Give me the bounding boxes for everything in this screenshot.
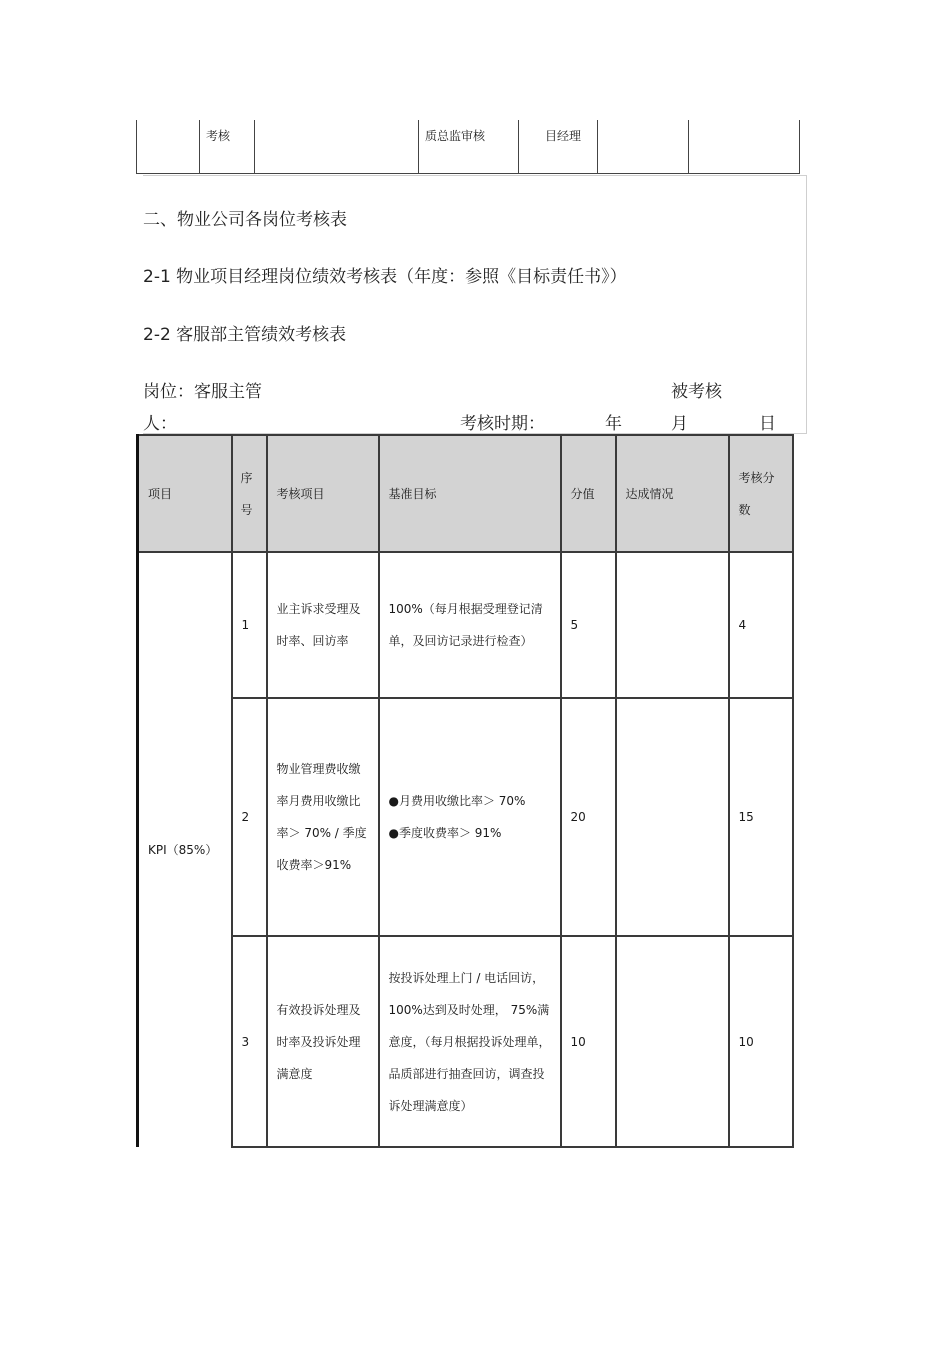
row-seq: 3: [232, 936, 267, 1147]
top-cell-0: [137, 120, 200, 173]
table-row: [138, 936, 793, 1147]
top-cell-2: [255, 120, 419, 173]
top-cell-3: 质总监审核: [419, 120, 519, 173]
header-project: 项目: [138, 435, 232, 552]
row-item: 有效投诉处理及时率及投诉处理满意度: [267, 936, 379, 1147]
row-achievement: [616, 698, 729, 936]
header-seq-a: 序: [240, 470, 253, 485]
header-achievement: 达成情况: [616, 435, 729, 552]
period-day: 日: [759, 414, 776, 434]
row-points: 5: [561, 552, 616, 698]
top-cell-6: [689, 120, 800, 173]
row-target: [379, 698, 561, 936]
row-points: 20: [561, 698, 616, 936]
header-score: [729, 435, 793, 552]
subsection-2-2: 2-2 客服部主管绩效考核表: [143, 325, 347, 345]
header-points: 分值: [561, 435, 616, 552]
row-item: 物业管理费收缴率月费用收缴比率＞ 70% / 季度收费率＞91%: [267, 698, 379, 936]
row-target: 100%（每月根据受理登记清单，及回访记录进行检查）: [379, 552, 561, 698]
previous-table-fragment: [136, 120, 800, 174]
top-cell-4: 目经理: [519, 120, 598, 173]
table-row: [138, 698, 793, 936]
row-target: 按投诉处理上门 / 电话回访，100%达到及时处理， 75%满意度，（每月根据投诉处理单，品质部进行抽查回访，调查投诉处理满意度）: [379, 936, 561, 1147]
target-bullet: ●月费用收缴比率＞ 70%: [388, 794, 526, 808]
position-label: 岗位：客服主管: [143, 382, 262, 402]
table-row: [138, 552, 793, 698]
kpi-group-label: KPI（85%）: [138, 552, 232, 1147]
row-points: 10: [561, 936, 616, 1147]
top-cell-1: 考核: [200, 120, 255, 173]
table-header-row: [138, 435, 793, 552]
assessment-table: [136, 434, 794, 1148]
examinee-label-a: 被考核: [671, 382, 722, 402]
row-seq: 1: [232, 552, 267, 698]
top-cell-5: [598, 120, 689, 173]
header-item: 考核项目: [267, 435, 379, 552]
row-score: 15: [729, 698, 793, 936]
period-month: 月: [671, 414, 688, 434]
header-score-a: 考核分: [738, 470, 775, 485]
row-score: 10: [729, 936, 793, 1147]
row-achievement: [616, 936, 729, 1147]
subsection-2-1: 2-1 物业项目经理岗位绩效考核表（年度：参照《目标责任书》）: [143, 267, 627, 287]
period-label: 考核时期：: [460, 414, 545, 434]
examinee-label-b: 人：: [143, 414, 177, 434]
row-item: 业主诉求受理及时率、回访率: [267, 552, 379, 698]
target-bullet: ●季度收费率＞ 91%: [388, 826, 502, 840]
header-target: 基准目标: [379, 435, 561, 552]
period-year: 年: [605, 414, 622, 434]
header-score-b: 数: [738, 502, 751, 517]
header-seq: [232, 435, 267, 552]
row-score: 4: [729, 552, 793, 698]
header-seq-b: 号: [240, 502, 253, 517]
row-seq: 2: [232, 698, 267, 936]
section-heading: 二、物业公司各岗位考核表: [143, 210, 347, 230]
row-achievement: [616, 552, 729, 698]
